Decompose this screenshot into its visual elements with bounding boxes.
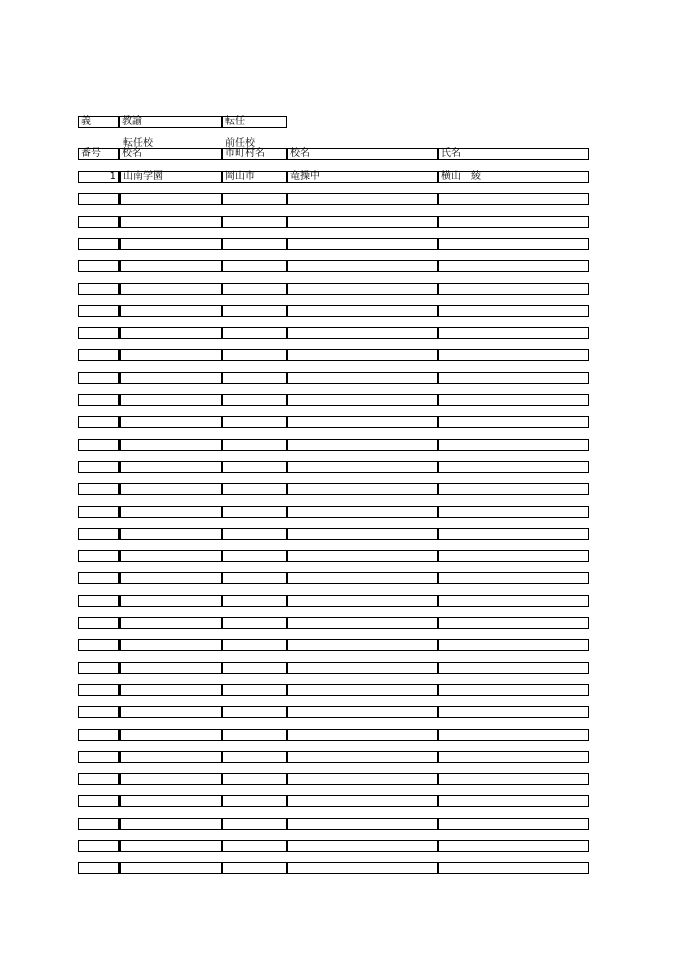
cell-person-name xyxy=(438,706,589,718)
cell-number xyxy=(78,818,119,830)
cell-municipality xyxy=(222,550,287,562)
cell-person-name xyxy=(438,773,589,785)
table-row xyxy=(0,729,680,741)
cell-school-name xyxy=(119,416,222,428)
cell-number xyxy=(78,238,119,250)
cell-prev-school-name xyxy=(287,639,438,651)
cell-school-name xyxy=(119,751,222,763)
cell-prev-school-name xyxy=(287,795,438,807)
table-row xyxy=(0,349,680,361)
cell-municipality xyxy=(222,528,287,540)
table-row xyxy=(0,260,680,272)
cell-prev-school-name xyxy=(287,416,438,428)
cell-person-name xyxy=(438,840,589,852)
cell-prev-school-name xyxy=(287,818,438,830)
cell-prev-school-name xyxy=(287,595,438,607)
table-row xyxy=(0,394,680,406)
cell-municipality xyxy=(222,260,287,272)
header-school-name: 校名 xyxy=(119,148,222,160)
header-prev-school-name: 校名 xyxy=(287,148,438,160)
table-row xyxy=(0,528,680,540)
cell-school-name xyxy=(119,327,222,339)
table-row xyxy=(0,617,680,629)
cell-school-name xyxy=(119,550,222,562)
cell-municipality xyxy=(222,327,287,339)
cell-school-name xyxy=(119,349,222,361)
cell-municipality xyxy=(222,305,287,317)
cell-municipality xyxy=(222,416,287,428)
table-row xyxy=(0,461,680,473)
cell-municipality xyxy=(222,506,287,518)
cell-school-name xyxy=(119,506,222,518)
table-row xyxy=(0,171,680,183)
cell-person-name xyxy=(438,216,589,228)
cell-person-name xyxy=(438,684,589,696)
cell-number xyxy=(78,684,119,696)
header-municipality: 市町村名 xyxy=(222,148,287,160)
cell-prev-school-name xyxy=(287,305,438,317)
cell-number xyxy=(78,550,119,562)
cell-number xyxy=(78,483,119,495)
cell-municipality xyxy=(222,572,287,584)
cell-person-name xyxy=(438,349,589,361)
cell-number xyxy=(78,416,119,428)
cell-municipality xyxy=(222,751,287,763)
top-cell-3: 転任 xyxy=(222,116,287,128)
cell-number xyxy=(78,394,119,406)
cell-number xyxy=(78,260,119,272)
cell-prev-school-name xyxy=(287,729,438,741)
group-label-new-school: 転任校 xyxy=(123,138,153,149)
cell-prev-school-name: 竜操中 xyxy=(287,171,438,183)
cell-municipality xyxy=(222,795,287,807)
cell-person-name xyxy=(438,439,589,451)
cell-municipality xyxy=(222,773,287,785)
table-row xyxy=(0,416,680,428)
cell-prev-school-name xyxy=(287,439,438,451)
cell-prev-school-name xyxy=(287,751,438,763)
table-row xyxy=(0,840,680,852)
cell-number xyxy=(78,795,119,807)
table-row xyxy=(0,572,680,584)
cell-person-name xyxy=(438,572,589,584)
cell-municipality xyxy=(222,349,287,361)
cell-prev-school-name xyxy=(287,461,438,473)
cell-prev-school-name xyxy=(287,550,438,562)
cell-number xyxy=(78,349,119,361)
cell-person-name xyxy=(438,483,589,495)
cell-person-name xyxy=(438,394,589,406)
cell-prev-school-name xyxy=(287,572,438,584)
cell-person-name xyxy=(438,639,589,651)
cell-municipality xyxy=(222,439,287,451)
cell-prev-school-name xyxy=(287,283,438,295)
cell-number xyxy=(78,662,119,674)
cell-prev-school-name xyxy=(287,193,438,205)
cell-prev-school-name xyxy=(287,684,438,696)
cell-number xyxy=(78,327,119,339)
cell-number: 1 xyxy=(78,171,119,183)
cell-prev-school-name xyxy=(287,528,438,540)
cell-number xyxy=(78,193,119,205)
cell-prev-school-name xyxy=(287,706,438,718)
cell-number xyxy=(78,216,119,228)
table-row xyxy=(0,684,680,696)
cell-prev-school-name xyxy=(287,840,438,852)
group-label-prev-school: 前任校 xyxy=(225,138,255,149)
cell-number xyxy=(78,506,119,518)
cell-number xyxy=(78,528,119,540)
cell-municipality xyxy=(222,617,287,629)
table-row xyxy=(0,639,680,651)
cell-municipality xyxy=(222,216,287,228)
cell-school-name xyxy=(119,216,222,228)
cell-person-name xyxy=(438,729,589,741)
cell-person-name xyxy=(438,305,589,317)
cell-person-name xyxy=(438,662,589,674)
cell-person-name: 横山 綾 xyxy=(438,171,589,183)
cell-municipality xyxy=(222,238,287,250)
cell-school-name xyxy=(119,193,222,205)
cell-prev-school-name xyxy=(287,617,438,629)
cell-school-name xyxy=(119,283,222,295)
cell-number xyxy=(78,862,119,874)
header-person-name: 氏名 xyxy=(438,148,589,160)
cell-prev-school-name xyxy=(287,327,438,339)
cell-number xyxy=(78,706,119,718)
cell-school-name xyxy=(119,840,222,852)
cell-prev-school-name xyxy=(287,372,438,384)
cell-person-name xyxy=(438,506,589,518)
table-row xyxy=(0,372,680,384)
top-cell-2: 教諭 xyxy=(119,116,222,128)
cell-municipality xyxy=(222,729,287,741)
cell-person-name xyxy=(438,818,589,830)
cell-municipality xyxy=(222,193,287,205)
cell-person-name xyxy=(438,193,589,205)
cell-school-name xyxy=(119,639,222,651)
table-row xyxy=(0,662,680,674)
cell-prev-school-name xyxy=(287,238,438,250)
table-row xyxy=(0,483,680,495)
table-row xyxy=(0,862,680,874)
cell-number xyxy=(78,617,119,629)
cell-number xyxy=(78,572,119,584)
cell-municipality xyxy=(222,706,287,718)
table-row xyxy=(0,751,680,763)
cell-municipality xyxy=(222,595,287,607)
cell-prev-school-name xyxy=(287,862,438,874)
cell-number xyxy=(78,595,119,607)
header-number: 番号 xyxy=(78,148,119,160)
cell-school-name xyxy=(119,595,222,607)
cell-person-name xyxy=(438,751,589,763)
cell-school-name xyxy=(119,439,222,451)
table-row xyxy=(0,550,680,562)
cell-municipality xyxy=(222,840,287,852)
cell-municipality xyxy=(222,372,287,384)
cell-prev-school-name xyxy=(287,506,438,518)
table-row xyxy=(0,818,680,830)
cell-school-name xyxy=(119,795,222,807)
table-row xyxy=(0,327,680,339)
cell-school-name xyxy=(119,729,222,741)
table-row xyxy=(0,193,680,205)
cell-school-name xyxy=(119,818,222,830)
cell-municipality xyxy=(222,283,287,295)
cell-number xyxy=(78,729,119,741)
cell-municipality xyxy=(222,662,287,674)
table-row xyxy=(0,305,680,317)
cell-number xyxy=(78,283,119,295)
cell-school-name xyxy=(119,662,222,674)
cell-school-name xyxy=(119,483,222,495)
cell-municipality xyxy=(222,684,287,696)
cell-school-name xyxy=(119,238,222,250)
cell-school-name xyxy=(119,773,222,785)
cell-municipality xyxy=(222,862,287,874)
cell-prev-school-name xyxy=(287,394,438,406)
cell-prev-school-name xyxy=(287,773,438,785)
cell-person-name xyxy=(438,617,589,629)
cell-person-name xyxy=(438,795,589,807)
cell-person-name xyxy=(438,528,589,540)
cell-school-name xyxy=(119,372,222,384)
cell-municipality xyxy=(222,483,287,495)
table-row xyxy=(0,283,680,295)
cell-person-name xyxy=(438,862,589,874)
table-row xyxy=(0,795,680,807)
cell-person-name xyxy=(438,260,589,272)
cell-municipality: 岡山市 xyxy=(222,171,287,183)
table-row xyxy=(0,595,680,607)
cell-school-name xyxy=(119,684,222,696)
cell-number xyxy=(78,461,119,473)
table-row xyxy=(0,216,680,228)
cell-person-name xyxy=(438,283,589,295)
cell-number xyxy=(78,372,119,384)
cell-school-name xyxy=(119,260,222,272)
cell-prev-school-name xyxy=(287,662,438,674)
cell-school-name xyxy=(119,394,222,406)
cell-prev-school-name xyxy=(287,483,438,495)
cell-municipality xyxy=(222,461,287,473)
cell-person-name xyxy=(438,595,589,607)
cell-number xyxy=(78,751,119,763)
cell-municipality xyxy=(222,394,287,406)
cell-school-name xyxy=(119,572,222,584)
cell-person-name xyxy=(438,238,589,250)
cell-number xyxy=(78,639,119,651)
cell-municipality xyxy=(222,818,287,830)
table-row xyxy=(0,706,680,718)
table-row xyxy=(0,238,680,250)
table-row xyxy=(0,773,680,785)
cell-person-name xyxy=(438,461,589,473)
cell-person-name xyxy=(438,372,589,384)
cell-number xyxy=(78,773,119,785)
cell-person-name xyxy=(438,327,589,339)
cell-school-name: 山南学園 xyxy=(119,171,222,183)
cell-number xyxy=(78,439,119,451)
cell-prev-school-name xyxy=(287,216,438,228)
cell-school-name xyxy=(119,706,222,718)
table-row xyxy=(0,506,680,518)
cell-number xyxy=(78,305,119,317)
cell-person-name xyxy=(438,550,589,562)
cell-school-name xyxy=(119,528,222,540)
cell-municipality xyxy=(222,639,287,651)
top-cell-1: 義 xyxy=(78,116,119,128)
table-row xyxy=(0,439,680,451)
cell-prev-school-name xyxy=(287,349,438,361)
cell-number xyxy=(78,840,119,852)
cell-person-name xyxy=(438,416,589,428)
cell-school-name xyxy=(119,461,222,473)
cell-school-name xyxy=(119,617,222,629)
cell-school-name xyxy=(119,862,222,874)
cell-prev-school-name xyxy=(287,260,438,272)
cell-school-name xyxy=(119,305,222,317)
